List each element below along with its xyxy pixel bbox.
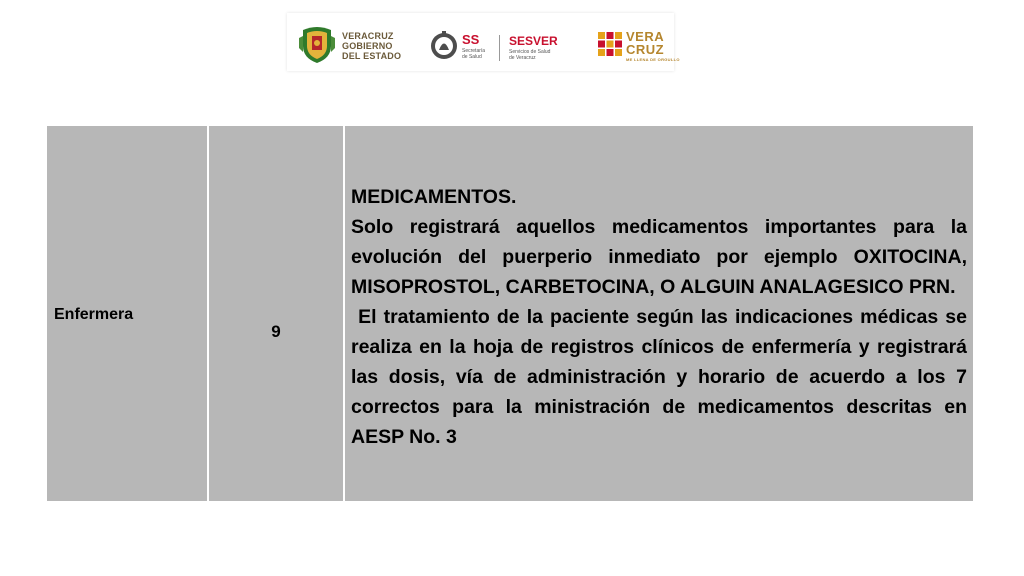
veracruz-coat-of-arms-logo [297,26,337,64]
description-heading: MEDICAMENTOS. [351,186,517,208]
sesver-title: SESVER [509,34,558,48]
role-cell [47,126,207,501]
logo-banner [287,13,680,71]
description-paragraph-1: Solo registrará aquellos medicamentos importantes para la evolución del puerperio inmediato por ejemplo OXITOCINA, MISOPROSTOL, CARBETOCINA, O ALGUIN ANALAGESICO PRN. [351,216,967,298]
description-cell [345,126,973,501]
sesver-subtitle: Servicios de Salud de Veracruz [509,49,551,61]
logo-divider [499,35,500,61]
vera-cruz-pattern-icon [597,31,623,57]
step-number: 9 [271,322,281,341]
ss-title: SS [462,32,480,47]
number-cell [209,126,343,501]
role-label: Enfermera [54,306,134,323]
veracruz-gobierno-text: VERACRUZ GOBIERNO DEL ESTADO [342,31,402,61]
secretaria-salud-crest-logo [430,29,458,63]
vera-cruz-wordmark: VERA CRUZ ME LLENA DE ORGULLO [626,29,680,62]
procedure-table [46,125,974,502]
description-text [351,182,973,452]
ss-subtitle: Secretaría de Salud [462,48,486,60]
description-paragraph-2: El tratamiento de la paciente según las indicaciones médicas se realiza en la hoja de registros clínicos de enfermería y registrará las dosis, vía de administración y horario de acuerdo a los 7 correctos para la ministración de medicamentos descritas en AESP No. 3 [351,306,973,448]
